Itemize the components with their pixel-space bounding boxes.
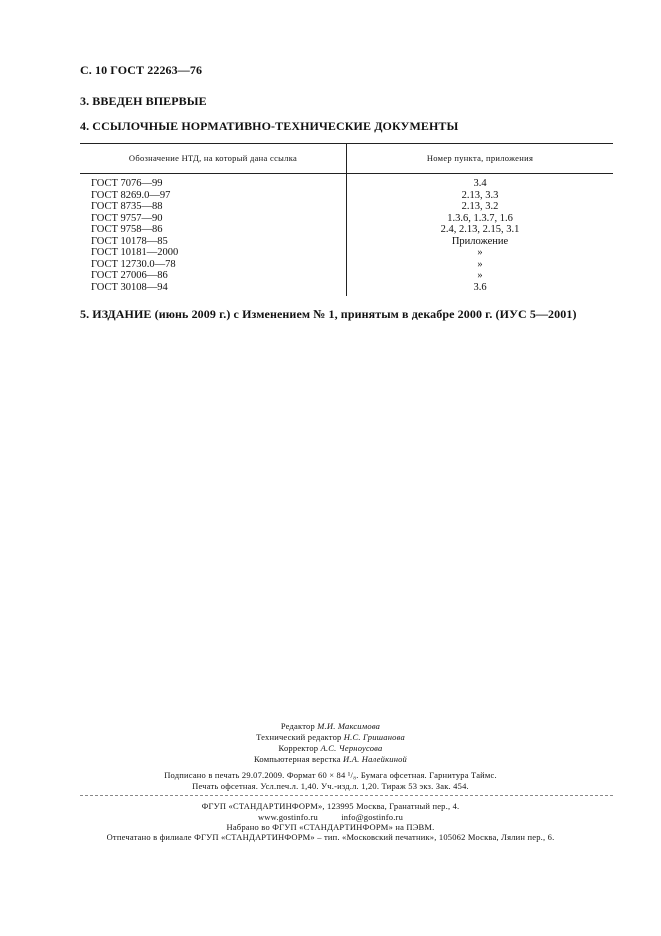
row-document: ГОСТ 7076—99 xyxy=(91,178,163,189)
column-header-document: Обозначение НТД, на который дана ссылка xyxy=(128,153,298,163)
table-row xyxy=(80,201,613,213)
row-clause: Приложение xyxy=(451,235,509,247)
row-clause: 3.6 xyxy=(473,281,487,293)
row-document: ГОСТ 8269.0—97 xyxy=(91,189,171,201)
editor-label: Редактор xyxy=(280,721,315,731)
imprint-separator xyxy=(80,795,613,796)
imprint-contacts xyxy=(0,812,661,822)
table-body xyxy=(80,178,613,293)
imprint-publisher-line: ФГУП «СТАНДАРТИНФОРМ», 123995 Москва, Гранатный пер., 4. xyxy=(201,801,460,811)
imprint-layout xyxy=(0,754,661,764)
table-row xyxy=(80,270,613,282)
table-row xyxy=(80,259,613,271)
table-row xyxy=(80,224,613,236)
imprint-typeset-line: Набрано во ФГУП «СТАНДАРТИНФОРМ» на ПЭВМ. xyxy=(226,822,435,832)
row-clause: 2.13, 3.2 xyxy=(461,201,499,212)
column-header-clause: Номер пункта, приложения xyxy=(426,153,534,163)
row-clause: » xyxy=(477,258,483,270)
row-clause: » xyxy=(477,270,483,281)
row-document: ГОСТ 10178—85 xyxy=(91,235,168,247)
row-clause: 1.3.6, 1.3.7, 1.6 xyxy=(447,212,513,224)
row-document: ГОСТ 10181—2000 xyxy=(91,247,179,258)
row-clause: 2.4, 2.13, 2.15, 3.1 xyxy=(440,224,520,235)
row-document: ГОСТ 27006—86 xyxy=(91,270,168,281)
tech-editor-name: Н.С. Гришанова xyxy=(343,732,405,742)
tech-editor-label: Технический редактор xyxy=(256,732,342,742)
row-document: ГОСТ 12730.0—78 xyxy=(91,258,176,270)
section-5-heading: 5. ИЗДАНИЕ (июнь 2009 г.) с Изменением № 1, принятым в декабре 2000 г. (ИУС 5—2001) xyxy=(80,307,577,321)
row-document: ГОСТ 30108—94 xyxy=(91,281,168,293)
website-text: www.gostinfo.ru xyxy=(257,812,318,822)
email-text: info@gostinfo.ru xyxy=(341,812,404,822)
imprint-proofreader xyxy=(0,743,661,753)
row-clause: 3.4 xyxy=(473,178,487,189)
editor-name: М.И. Максимова xyxy=(317,721,381,731)
imprint-signed-line: Подписано в печать 29.07.2009. Формат 60 × 84 ¹/₈. Бумага офсетная. Гарнитура Таймс. xyxy=(164,770,497,780)
table-row xyxy=(80,236,613,248)
proofreader-label: Корректор xyxy=(278,743,319,753)
layout-label: Компьютерная верстка xyxy=(253,754,341,764)
table-row xyxy=(80,282,613,294)
section-3-heading: 3. ВВЕДЕН ВПЕРВЫЕ xyxy=(80,94,207,108)
row-document: ГОСТ 9758—86 xyxy=(91,224,163,235)
imprint-editor xyxy=(0,721,661,731)
imprint-print-line: Печать офсетная. Усл.печ.л. 1,40. Уч.-изд.л. 1,20. Тираж 53 экз. Зак. 454. xyxy=(192,781,469,791)
layout-name: И.А. Налейкиной xyxy=(343,754,408,764)
table-row xyxy=(80,190,613,202)
proofreader-name: А.С. Черноусова xyxy=(320,743,383,753)
table-row xyxy=(80,247,613,259)
row-document: ГОСТ 8735—88 xyxy=(91,201,163,212)
table-row xyxy=(80,178,613,190)
row-clause: » xyxy=(477,247,483,258)
imprint-printed-line: Отпечатано в филиале ФГУП «СТАНДАРТИНФОРМ» – тип. «Московский печатник», 105062 Москва, Лялин пер., 6. xyxy=(106,832,555,842)
page-header: С. 10 ГОСТ 22263—76 xyxy=(80,63,203,77)
row-document: ГОСТ 9757—90 xyxy=(91,212,163,224)
row-clause: 2.13, 3.3 xyxy=(461,189,499,201)
table-row xyxy=(80,213,613,225)
imprint-tech-editor xyxy=(0,732,661,742)
references-table xyxy=(80,143,613,296)
section-4-heading: 4. ССЫЛОЧНЫЕ НОРМАТИВНО-ТЕХНИЧЕСКИЕ ДОКУМЕНТЫ xyxy=(80,119,459,133)
